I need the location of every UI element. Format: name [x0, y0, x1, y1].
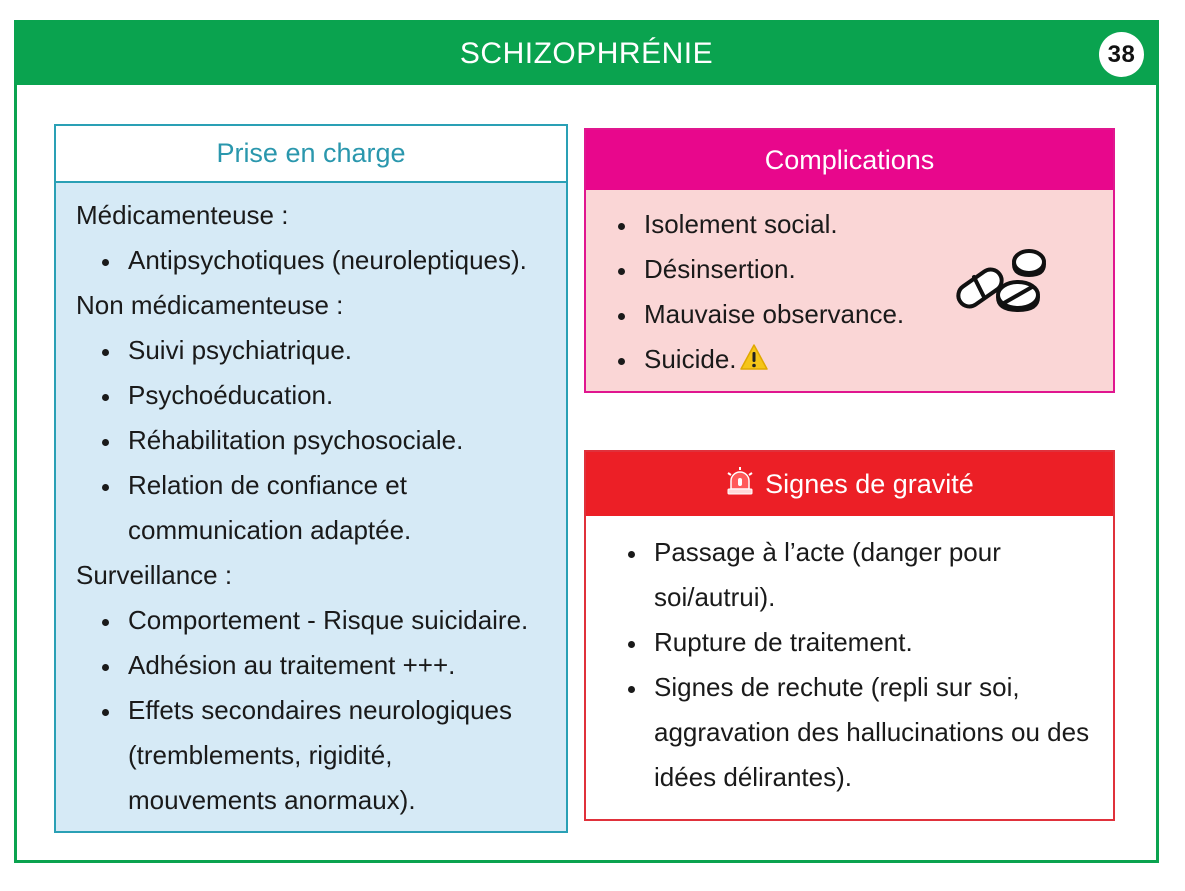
signes-gravite-body — [586, 516, 1113, 800]
page-title: SCHIZOPHRÉNIE — [459, 37, 714, 70]
complications-panel — [584, 128, 1115, 393]
list-item: • Mauvaise observance. — [638, 292, 1113, 337]
section-label-medicamenteuse: Médicamenteuse : — [76, 200, 289, 230]
signes-gravite-panel — [584, 450, 1115, 821]
list-item: • Comportement - Risque suicidaire. — [122, 598, 566, 643]
complications-body — [586, 190, 1113, 385]
list-item: • Adhésion au traitement +++. — [122, 643, 566, 688]
page-number-badge: 38 — [1099, 32, 1144, 77]
list-item: • Antipsychotiques (neuroleptiques). — [122, 238, 566, 283]
list-item: • Psychoéducation. — [122, 373, 566, 418]
list-item-text: Suicide. — [644, 344, 737, 374]
signes-gravite-header — [586, 452, 1113, 516]
prise-en-charge-title: Prise en charge — [56, 126, 566, 183]
list-item: • Réhabilitation psychosociale. — [122, 418, 566, 463]
list-non-medicamenteuse — [76, 328, 566, 553]
prise-en-charge-panel — [54, 124, 568, 833]
list-medicamenteuse — [76, 238, 566, 283]
sheet-card — [14, 20, 1159, 863]
section-label-non-medicamenteuse: Non médicamenteuse : — [76, 290, 344, 320]
header-bar — [17, 23, 1156, 85]
list-item: • Effets secondaires neurologiques (tremblements, rigidité, mouvements anormaux). — [122, 688, 566, 823]
list-surveillance — [76, 598, 566, 823]
section-label-surveillance: Surveillance : — [76, 560, 233, 590]
prise-en-charge-body — [56, 183, 566, 823]
complications-title: Complications — [586, 130, 1113, 190]
list-item: • Signes de rechute (repli sur soi, aggravation des hallucinations ou des idées délirantes). — [648, 665, 1095, 800]
list-item — [638, 337, 1113, 385]
list-item: • Suivi psychiatrique. — [122, 328, 566, 373]
signes-gravite-list — [586, 530, 1113, 800]
list-item: • Isolement social. — [638, 202, 1113, 247]
list-item: • Passage à l’acte (danger pour soi/autrui). — [648, 530, 1095, 620]
signes-gravite-title: Signes de gravité — [765, 468, 974, 499]
pills-icon — [952, 247, 1048, 333]
list-item: • Relation de confiance et communication adaptée. — [122, 463, 566, 553]
siren-icon — [725, 467, 755, 502]
list-item: • Rupture de traitement. — [648, 620, 1095, 665]
list-item: • Désinsertion. — [638, 247, 1113, 292]
warning-icon — [739, 340, 769, 385]
